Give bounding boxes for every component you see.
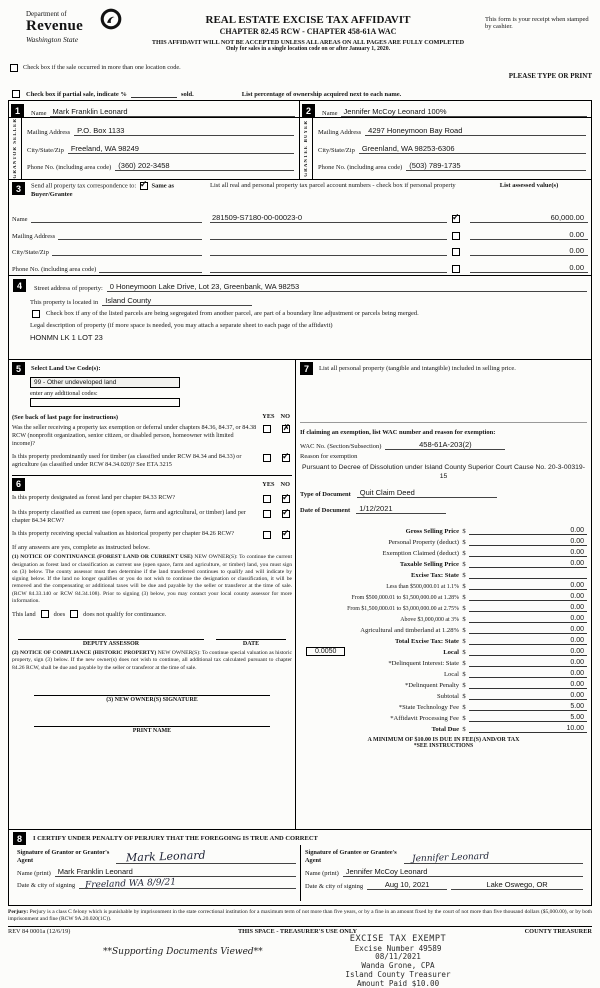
section-8-number: 8 [13, 832, 26, 845]
grantor-signature: Mark Leonard [125, 848, 206, 865]
seller-phone-field[interactable]: (360) 202-3458 [115, 161, 294, 171]
sold-label: sold. [180, 91, 194, 98]
land-use-title: Select Land Use Code(s): [31, 365, 101, 372]
segregated-checkbox[interactable] [32, 310, 40, 318]
see-instructions-note: *SEE INSTRUCTIONS [413, 742, 474, 749]
delinquent-interest-local-field[interactable]: 0.00 [469, 670, 587, 678]
please-type-or-print-label: PLEASE TYPE OR PRINT [508, 72, 592, 80]
partial-sale-row [8, 86, 592, 100]
department-of-label: Department of [26, 10, 67, 18]
segregated-label: Check box if any of the listed parcels are being segregated from another parcel, are part of a boundary line adjustment or parcels being merged. [46, 310, 419, 317]
seller-csz-field[interactable]: Freeland, WA 98249 [68, 144, 294, 154]
legal-description-field[interactable]: HONMN LK 1 LOT 23 [30, 333, 103, 342]
s6-no-header: NO [280, 480, 290, 488]
section5-question-1: Was the seller receiving a property tax exemption or deferral under chapters 84.36, 84.37, or 84.38 RCW (nonprofit organization, senior citizen, or disabled person, homeowner with limited income)? [12, 424, 257, 447]
form-warning: THIS AFFIDAVIT WILL NOT BE ACCEPTED UNLESS ALL AREAS ON ALL PAGES ARE FULLY COMPLETED [151, 39, 465, 46]
local-rate-field[interactable]: 0.0050 [306, 647, 345, 656]
s6q2-no-checkbox[interactable] [282, 510, 290, 518]
reason-exemption-label: Reason for exemption [300, 453, 358, 460]
buyer-grantee-side-label: BUYER GRANTEE [300, 118, 313, 179]
street-address-field[interactable]: 0 Honeymoon Lake Drive, Lot 23, Greenbank, WA 98253 [107, 282, 587, 292]
assessed-value-4[interactable]: 0.00 [470, 263, 588, 273]
perjury-label: Perjury: [8, 909, 29, 915]
claim-exemption-label: If claiming an exemption, list WAC number and reason for exemption: [300, 429, 496, 436]
tier4-field[interactable]: 0.00 [469, 615, 587, 623]
buyer-csz-label: City/State/Zip [318, 146, 355, 154]
assessed-value-2[interactable]: 0.00 [470, 230, 588, 240]
receipt-note: This form is your receipt when stamped by cashier. [485, 16, 589, 30]
multi-location-checkbox[interactable] [10, 64, 18, 72]
perjury-statement [8, 909, 592, 923]
section-1-number: 1 [11, 104, 24, 117]
tier3-field[interactable]: 0.00 [469, 604, 587, 612]
print-name-label: PRINT NAME [132, 727, 172, 734]
s6-yes-header: YES [262, 480, 275, 488]
grantor-name-print-field[interactable]: Mark Franklin Leonard [55, 867, 296, 877]
personal-property-deduct-field[interactable]: 0.00 [469, 538, 587, 546]
state-technology-fee-field[interactable]: 5.00 [469, 703, 587, 711]
delinquent-interest-state-field[interactable]: 0.00 [469, 659, 587, 667]
grantee-name-print-field[interactable]: Jennifer McCoy Leonard [343, 867, 583, 877]
send-correspondence-label: Send all property tax correspondence to: [31, 182, 137, 190]
left-column [8, 360, 296, 830]
no-header: NO [280, 413, 290, 420]
local-tax-field[interactable]: 0.00 [469, 648, 587, 656]
total-due-field[interactable]: 10.00 [469, 725, 587, 733]
grantor-name-print-label: Name (print) [17, 870, 51, 878]
land-use-code-select[interactable]: 99 - Other undeveloped land [30, 377, 180, 388]
washington-state-label: Washington State [26, 35, 79, 44]
section-5-number: 5 [12, 362, 25, 375]
agricultural-field[interactable]: 0.00 [469, 626, 587, 634]
county-treasurer-label: COUNTY TREASURER [524, 927, 592, 935]
section-4-number: 4 [13, 279, 26, 292]
s5q2-no-checkbox[interactable] [282, 454, 290, 462]
buyer-phone-field[interactable]: (503) 789-1735 [406, 161, 586, 171]
doc-type-field[interactable]: Quit Claim Deed [357, 488, 497, 498]
grantor-signature-field[interactable] [116, 848, 296, 865]
buyer-name-field[interactable]: Jennifer McCoy Leonard 100% [341, 107, 587, 117]
tier1-field[interactable]: 0.00 [469, 582, 587, 590]
seller-grantor-side-label: SELLER GRANTOR [9, 118, 22, 179]
notice-compliance-title: (2) NOTICE OF COMPLIANCE (HISTORIC PROPERTY) [12, 650, 157, 657]
rev-number: REV 84 0001a (12/6/19) [8, 927, 71, 935]
deputy-assessor-label: DEPUTY ASSESSOR [82, 641, 140, 648]
s5q1-yes-checkbox[interactable] [263, 425, 271, 433]
yes-header: YES [262, 413, 275, 420]
seller-name-label: Name [31, 110, 47, 117]
additional-codes-label: enter any additional codes: [30, 390, 98, 397]
grantee-signature: Jennifer Leonard [411, 851, 490, 865]
corr-address-label: Mailing Address [12, 232, 56, 240]
wac-number-field[interactable]: 458-61A-203(2) [385, 440, 505, 450]
does-not-checkbox[interactable] [70, 610, 78, 618]
this-land-label: This land [12, 610, 36, 618]
corr-name-field[interactable] [31, 214, 202, 223]
partial-sale-percent-field[interactable] [131, 90, 177, 98]
reason-exemption-field[interactable]: Pursuant to Decree of Dissolution under Island County Superior Court Cause No. 20-3-00319-15 [302, 464, 585, 480]
subtotal-field[interactable]: 0.00 [469, 692, 587, 700]
multi-location-label: Check box if the sale occurred in more than one location code. [23, 64, 181, 71]
revenue-label: Revenue [26, 18, 84, 34]
perjury-text: Perjury is a class C felony which is punishable by imprisonment in the state correctional institution for a maximum term of not more than five years, or by a fine in an amount fixed by the court of not more than five thousand dollars ($5,000.00), or by both imprisonment and fine (RCW 9A.20.020(1C)). [8, 909, 593, 922]
corr-phone-label: Phone No. (including area code) [12, 266, 97, 273]
wac-number-label: WAC No. (Section/Subsection) [300, 443, 382, 450]
section-3-tax-correspondence [8, 180, 592, 276]
buyer-phone-label: Phone No. (including area code) [318, 163, 403, 171]
partial-sale-label: Check box if partial sale, indicate % [26, 91, 127, 98]
county-field[interactable]: Island County [102, 296, 252, 306]
personal-property-list-area[interactable] [300, 375, 587, 423]
does-checkbox[interactable] [41, 610, 49, 618]
wa-state-seal-icon [100, 8, 122, 30]
grantor-date-city-handwriting: Freeland WA 8/9/21 [84, 877, 177, 891]
doc-type-label: Type of Document [300, 490, 351, 498]
partial-sale-checkbox[interactable] [12, 90, 20, 98]
grantor-date-city-field[interactable] [79, 877, 296, 891]
seller-address-field[interactable]: P.O. Box 1133 [74, 126, 294, 136]
dept-of-revenue-block [26, 10, 83, 44]
seller-phone-label: Phone No. (including area code) [27, 163, 112, 171]
total-excise-state-field[interactable]: 0.00 [469, 637, 587, 645]
grantee-date-city-label: Date & city of signing [305, 883, 364, 891]
notice-continuance-title: (1) NOTICE OF CONTINUANCE (FOREST LAND OR CURRENT USE) [12, 554, 193, 561]
section-2-buyer [300, 100, 592, 180]
corr-name-label: Name [12, 215, 28, 223]
grantee-city-field[interactable]: Lake Oswego, OR [451, 880, 583, 890]
footer-line [8, 926, 592, 935]
tier2-field[interactable]: 0.00 [469, 593, 587, 601]
located-in-label: This property is located in [30, 299, 99, 306]
stamp-amount-paid: Amount Paid $10.00 [356, 978, 440, 988]
assessed-value-1[interactable]: 60,000.00 [470, 213, 588, 223]
affidavit-processing-fee-field[interactable]: 5.00 [469, 714, 587, 722]
notice-continuance-body: NEW OWNER(S): To continue the current designation as forest land or classification as current use (open space, farm and agriculture, or timber) land, you must sign on (3) below. The county assessor must then determine if the land transferred continues to qualify and will indicate by signing below. If the land no longer qualifies or you do not wish to continue the designation or classification, it will be removed and the compensating or additional taxes will be due and payable by the seller or transferor at the time of sale. (RCW 84.33.140 or RCW 84.34.108). Prior to signing (3) below, you may contact your local county assessor for more information. [12, 554, 292, 604]
s5q2-yes-checkbox[interactable] [263, 454, 271, 462]
certify-statement: I CERTIFY UNDER PENALTY OF PERJURY THAT THE FOREGOING IS TRUE AND CORRECT [33, 835, 318, 842]
stamp-excise-number: Excise Number 49589 [354, 943, 442, 953]
doc-date-field[interactable]: 1/12/2021 [356, 504, 446, 514]
corr-address-field[interactable] [58, 231, 202, 240]
parcel-number-field-4[interactable] [210, 263, 447, 273]
taxable-selling-price-field[interactable]: 0.00 [469, 560, 587, 568]
grantee-signature-field[interactable] [404, 851, 583, 865]
see-back-note: (See back of last page for instructions) [12, 414, 119, 421]
deputy-assessor-signature-field[interactable] [18, 630, 204, 640]
s6q2-yes-checkbox[interactable] [263, 510, 271, 518]
treasurer-use-area [8, 933, 592, 988]
if-yes-note: If any answers are yes, complete as instructed below. [12, 544, 150, 552]
corr-csz-label: City/State/Zip [12, 249, 49, 257]
same-as-buyer-checkbox[interactable] [140, 182, 148, 190]
section-7-number: 7 [300, 362, 313, 375]
section-3-number: 3 [12, 182, 25, 195]
grantee-signature-label: Signature of Grantee or Grantee's Agent [305, 849, 397, 864]
new-owner-signature-field[interactable] [34, 686, 270, 696]
doc-date-label: Date of Document [300, 506, 351, 514]
does-label: does [53, 610, 66, 618]
stamp-treasurer-name: Wanda Grone, CPA [361, 961, 435, 971]
personal-property-title: List all personal property (tangible and intangible) included in selling price. [319, 365, 516, 372]
parcel-number-field-2[interactable] [210, 230, 447, 240]
section6-question-3: Is this property receiving special valuation as historical property per chapter 84.26 RCW? [12, 530, 235, 538]
seller-address-label: Mailing Address [27, 129, 71, 137]
s6q1-yes-checkbox[interactable] [263, 495, 271, 503]
corr-csz-field[interactable] [52, 247, 202, 256]
s6q3-no-checkbox[interactable] [282, 531, 290, 539]
grantor-signature-block [13, 845, 300, 901]
section-6-number: 6 [12, 478, 25, 491]
title-block [148, 14, 468, 52]
buyer-address-field[interactable]: 4297 Honeymoon Bay Road [365, 126, 586, 136]
buyer-address-label: Mailing Address [318, 129, 362, 137]
buyer-name-label: Name [322, 110, 338, 117]
grantee-name-print-label: Name (print) [305, 870, 339, 878]
treasurer-space-label: THIS SPACE - TREASURER'S USE ONLY [237, 927, 357, 935]
section-1-seller [8, 100, 300, 180]
section-7 [296, 360, 592, 830]
form-chapter: CHAPTER 82.45 RCW - CHAPTER 458-61A WAC [219, 27, 397, 36]
treasurer-stamp [308, 935, 488, 988]
stamp-date: 08/11/2021 [375, 952, 421, 962]
same-as-buyer-label: Same as Buyer/Grantee [31, 182, 175, 198]
single-location-note: Only for sales in a single location code on or after January 1, 2020. [225, 46, 391, 52]
personal-property-checkbox-2[interactable] [452, 232, 460, 240]
middle-columns [8, 360, 592, 830]
seller-buyer-row [8, 100, 592, 180]
form-title: REAL ESTATE EXCISE TAX AFFIDAVIT [205, 14, 411, 26]
exemption-claimed-field[interactable]: 0.00 [469, 549, 587, 557]
fee-label: Gross Selling Price [405, 527, 459, 535]
delinquent-penalty-field[interactable]: 0.00 [469, 681, 587, 689]
new-owner-signature-label: (3) NEW OWNER(S) SIGNATURE [106, 696, 198, 703]
print-name-field[interactable] [34, 717, 270, 727]
deputy-date-label: DATE [242, 641, 260, 648]
personal-property-checkbox-3[interactable] [452, 248, 460, 256]
assessed-values-header: List assessed value(s) [499, 182, 559, 189]
ownership-note: List percentage of ownership acquired next to each name. [241, 91, 402, 98]
additional-codes-field[interactable] [30, 398, 180, 407]
does-not-label: does not qualify for continuance. [83, 610, 167, 618]
grantor-signature-label: Signature of Grantor or Grantor's Agent [17, 849, 110, 864]
grantee-signature-block [300, 845, 587, 901]
personal-property-checkbox-1[interactable] [452, 215, 460, 223]
notice-compliance-body: NEW OWNER(S): To continue special valuation as historic property, sign (3) below. If the new owner(s) does not wish to continue, all additional tax calculated pursuant to chapter 84.26 RCW, shall be due and payable by the seller or transferor at the time of sale. [12, 650, 292, 671]
stamp-treasurer-title: Island County Treasurer [345, 969, 451, 979]
s6q1-no-checkbox[interactable] [282, 495, 290, 503]
seller-csz-label: City/State/Zip [27, 146, 64, 154]
section6-question-1: Is this property designated as forest land per chapter 84.33 RCW? [12, 493, 176, 501]
section5-question-2: Is this property predominantly used for timber (as classified under RCW 84.34 and 84.33) or agriculture (as classified under RCW 84.34.020)? See ETA 3215 [12, 453, 242, 468]
sub-header [8, 64, 592, 86]
minimum-due-note: A MINIMUM OF $10.00 IS DUE IN FEE(S) AND/OR TAX [367, 736, 520, 743]
corr-phone-field[interactable] [99, 264, 202, 273]
stamp-exempt-line: EXCISE TAX EXEMPT [349, 933, 447, 944]
gross-selling-price-field[interactable]: 0.00 [469, 527, 587, 535]
section-2-number: 2 [302, 104, 315, 117]
excise-tax-computation: Gross Selling Price $ 0.00 Personal Property (deduct) $ 0.00 Exemption Claimed (deduct) $ 0.00 Taxable Selling Price $ 0.00 Excise Tax: State $ Less than $500,000.01 at 1.1% $ 0.00 From $500,000.01 to $1,500,000.00 at 1.28% $ 0.00 From $1,500,000.01 to $3,000,000.00 at 2.75% $ 0.00 Above $3,000,000 at 3% $ 0.00 Agricultural and timberland at 1.28% $ 0.00 Total Excise Tax: State $ 0.00 0.0050 Local $ 0.00 *Delinquent Interest: State $ 0.00 Local $ 0.00 *Delinquent Penalty $ 0.00 Subtotal $ 0.00 *State Technology Fee $ 5.00 *Affidavit Processing Fee $ 5.00 Total Due $ 10.00 [300, 524, 587, 733]
section-4-property [8, 276, 592, 360]
parcel-number-field[interactable]: 281509-S7180-00-00023-0 [210, 213, 447, 223]
deputy-date-field[interactable] [216, 630, 286, 640]
grantor-date-city-label: Date & city of signing [17, 882, 76, 890]
legal-description-label: Legal description of property (if more space is needed, you may attach a separate sheet to each page of the affidavit) [30, 322, 333, 329]
buyer-csz-field[interactable]: Greenland, WA 98253-6306 [359, 144, 586, 154]
seller-name-field[interactable]: Mark Franklin Leonard [50, 107, 295, 117]
grantee-date-field[interactable]: Aug 10, 2021 [367, 880, 447, 890]
personal-property-checkbox-4[interactable] [452, 265, 460, 273]
supporting-documents-note: **Supporting Documents Viewed** [103, 946, 263, 957]
s5q1-no-checkbox[interactable] [282, 425, 290, 433]
street-address-label: Street address of property: [34, 285, 103, 292]
parcel-numbers-header: List all real and personal property tax parcel account numbers - check box if personal property [210, 182, 456, 189]
section-8-certification [8, 830, 592, 906]
s6q3-yes-checkbox[interactable] [263, 531, 271, 539]
assessed-value-3[interactable]: 0.00 [470, 246, 588, 256]
form-header [8, 6, 592, 64]
parcel-number-field-3[interactable] [210, 246, 447, 256]
section6-question-2: Is this property classified as current use (open space, farm and agricultural, or timber) land per chapter 84.34 RCW? [12, 508, 246, 524]
